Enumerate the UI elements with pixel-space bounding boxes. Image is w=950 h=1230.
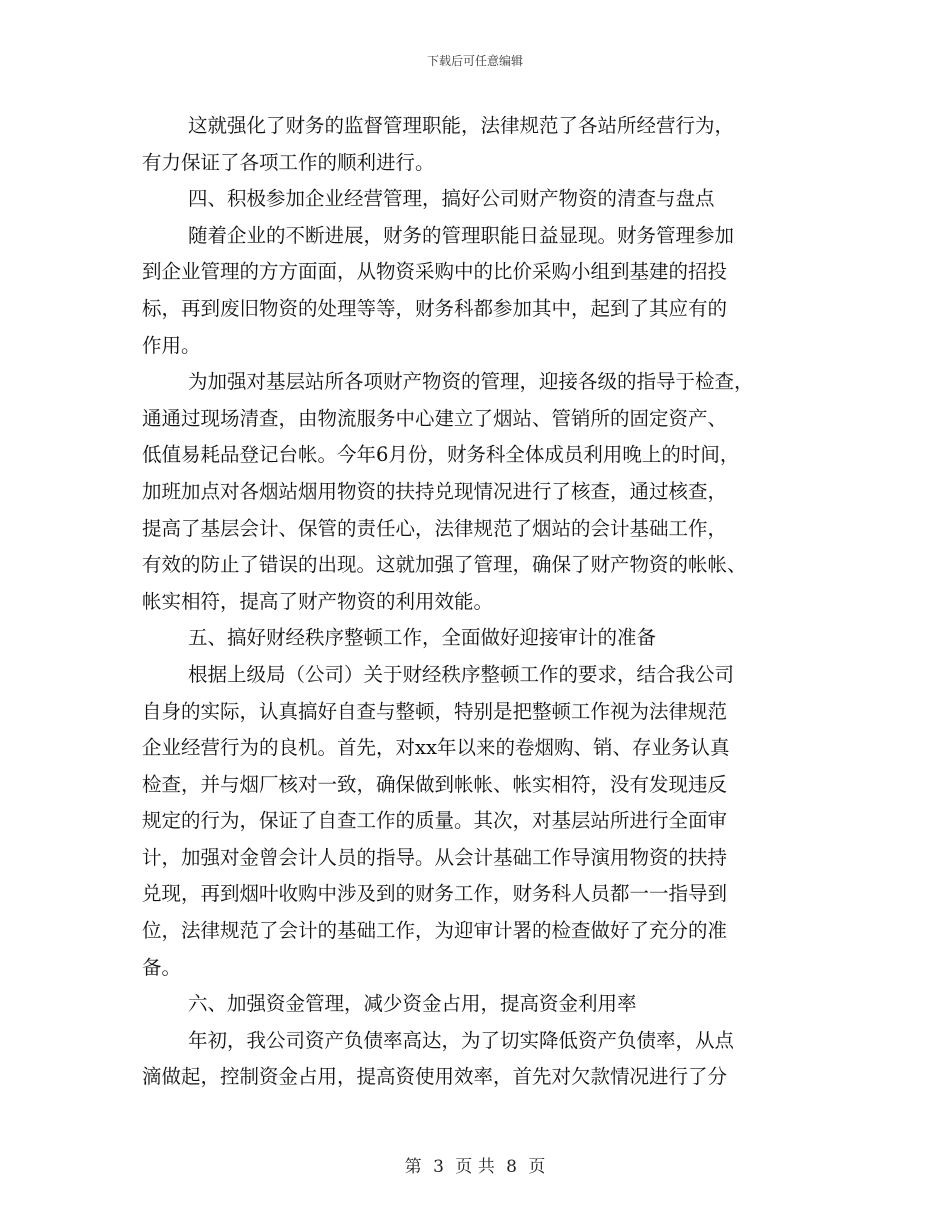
body-line: 备。 — [142, 955, 182, 979]
body-line: 通通过现场清查，由物流服务中心建立了烟站、管销所的固定资产、 — [142, 406, 728, 430]
body-line: 为加强对基层站所各项财产物资的管理，迎接各级的指导于检查， — [188, 370, 754, 394]
body-line: 提高了基层会计、保管的责任心，法律规范了烟站的会计基础工作， — [142, 516, 728, 540]
body-line: 滴做起，控制资金占用，提高资使用效率，首先对欠款情况进行了分 — [142, 1065, 728, 1089]
body-line: 加班加点对各烟站烟用物资的扶持兑现情况进行了核查，通过核查， — [142, 479, 728, 503]
page-footer — [0, 1152, 950, 1177]
body-line: 随着企业的不断进展，财务的管理职能日益显现。财务管理参加 — [188, 223, 735, 247]
body-line: 帐实相符，提高了财产物资的利用效能。 — [142, 589, 494, 613]
section-heading-6: 六、加强资金管理，减少资金占用，提高资金利用率 — [188, 992, 637, 1016]
body-line: 有力保证了各项工作的顺利进行。 — [142, 150, 435, 174]
body-line: 有效的防止了错误的出现。这就加强了管理，确保了财产物资的帐帐、 — [142, 553, 747, 577]
page-label-prefix: 第 — [404, 1157, 422, 1177]
body-line: 兑现，再到烟叶收购中涉及到的财务工作，财务科人员都一一指导到 — [142, 882, 728, 906]
page-header-note: 下载后可任意编辑 — [426, 54, 523, 68]
body-line: 低值易耗品登记台帐。今年6月份，财务科全体成员利用晚上的时间， — [142, 443, 740, 467]
page-label-mid: 页 共 — [455, 1157, 495, 1177]
body-line: 作用。 — [142, 333, 201, 357]
section-heading-4: 四、积极参加企业经营管理，搞好公司财产物资的清查与盘点 — [188, 187, 715, 211]
body-line: 规定的行为，保证了自查工作的质量。其次，对基层站所进行全面审 — [142, 809, 728, 833]
total-pages-number: 8 — [506, 1157, 517, 1177]
body-line: 到企业管理的方方面面，从物资采购中的比价采购小组到基建的招投 — [142, 260, 728, 284]
document-body — [142, 108, 810, 1096]
section-heading-5: 五、搞好财经秩序整顿工作，全面做好迎接审计的准备 — [188, 626, 657, 650]
body-line: 年初，我公司资产负债率高达，为了切实降低资产负债率，从点 — [188, 1028, 735, 1052]
body-line: 标，再到废旧物资的处理等等，财务科都参加其中，起到了其应有的 — [142, 296, 728, 320]
body-line: 这就强化了财务的监督管理职能，法律规范了各站所经营行为， — [188, 114, 735, 137]
current-page-number: 3 — [433, 1157, 444, 1177]
body-line: 自身的实际，认真搞好自查与整顿，特别是把整顿工作视为法律规范 — [142, 699, 728, 723]
body-line: 检查，并与烟厂核对一致，确保做到帐帐、帐实相符，没有发现违反 — [142, 772, 728, 796]
body-line: 计，加强对金曾会计人员的指导。从会计基础工作导演用物资的扶持 — [142, 845, 728, 869]
page-label-suffix: 页 — [528, 1157, 546, 1177]
body-line: 企业经营行为的良机。首先，对xx年以来的卷烟购、销、存业务认真 — [142, 736, 730, 760]
body-line: 位，法律规范了会计的基础工作，为迎审计署的检查做好了充分的准 — [142, 919, 728, 943]
body-line: 根据上级局（公司）关于财经秩序整顿工作的要求，结合我公司 — [188, 662, 735, 686]
